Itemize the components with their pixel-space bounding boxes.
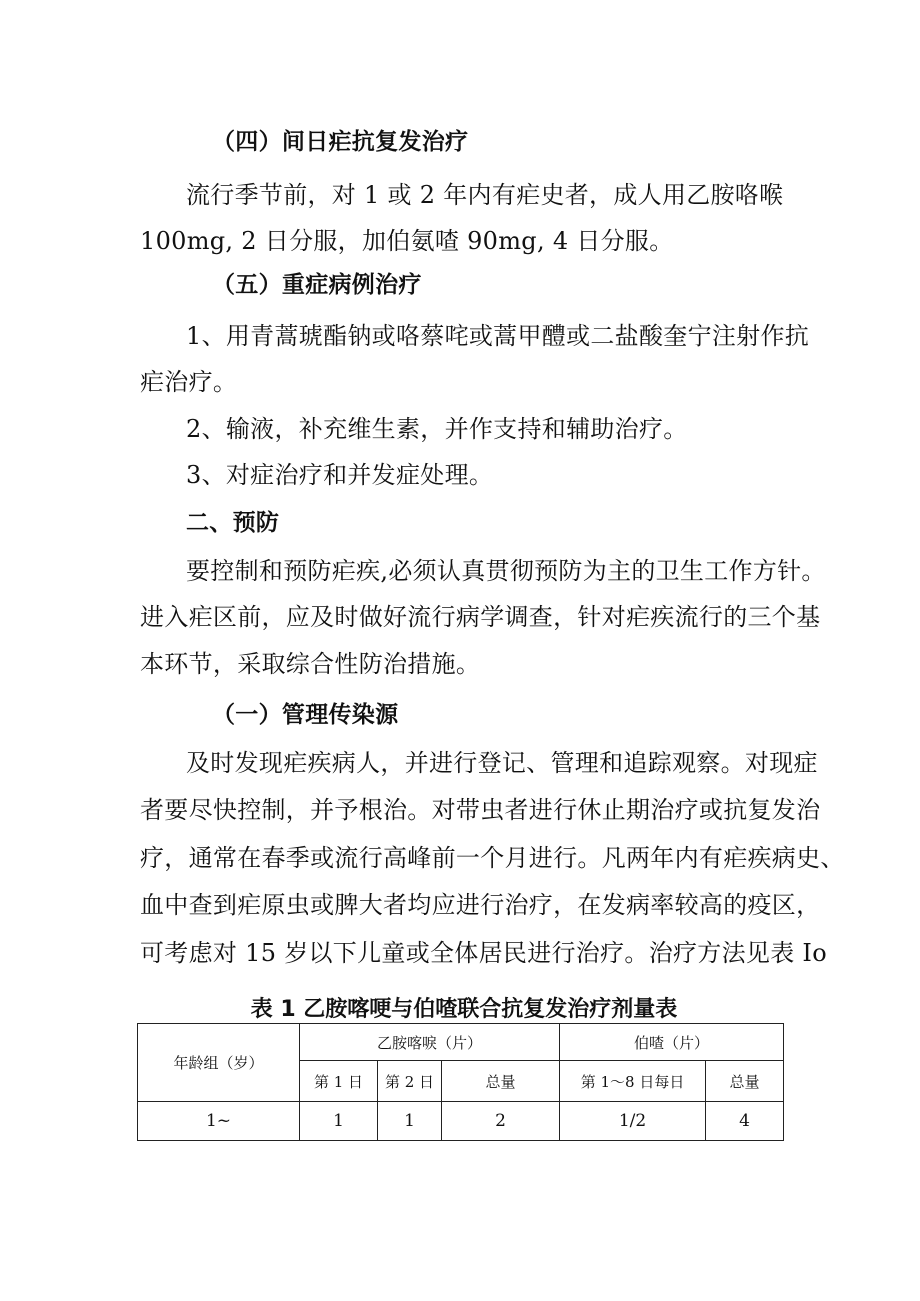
table-cell: 1 bbox=[300, 1102, 378, 1141]
table-caption: 表 1 乙胺喀哽与伯喳联合抗复发治疗剂量表 bbox=[250, 997, 678, 1022]
table-cell: 1~ bbox=[138, 1102, 300, 1141]
drug1-header: 乙胺喀唳（片） bbox=[300, 1024, 560, 1061]
paragraph-line: 血中查到疟原虫或脾大者均应进行治疗，在发病率较高的疫区， bbox=[140, 891, 821, 919]
table-header-row bbox=[138, 1024, 784, 1061]
table-cell: 4 bbox=[706, 1102, 784, 1141]
table-row bbox=[138, 1102, 784, 1141]
paragraph-line: 者要尽快控制，并予根治。对带虫者进行休止期治疗或抗复发治 bbox=[140, 796, 821, 824]
age-group-header: 年龄组（岁） bbox=[138, 1024, 300, 1102]
heading-section-five: （五）重症病例治疗 bbox=[212, 272, 422, 298]
paragraph-line: 本环节，采取综合性防治措施。 bbox=[140, 650, 481, 678]
subheader-day2: 第 2 日 bbox=[378, 1061, 442, 1102]
heading-section-four: （四）间日疟抗复发治疗 bbox=[212, 129, 469, 155]
paragraph-line: 2、输液，补充维生素，并作支持和辅助治疗。 bbox=[186, 415, 688, 443]
table-cell: 1 bbox=[378, 1102, 442, 1141]
drug2-header: 伯喳（片） bbox=[560, 1024, 784, 1061]
dosage-table bbox=[137, 1023, 784, 1141]
paragraph-line: 可考虑对 15 岁以下儿童或全体居民进行治疗。治疗方法见表 Io bbox=[140, 939, 827, 967]
subheader-day1: 第 1 日 bbox=[300, 1061, 378, 1102]
paragraph-line: 疟治疗。 bbox=[140, 368, 238, 396]
paragraph-line: 疗，通常在春季或流行高峰前一个月进行。凡两年内有疟疾病史、 bbox=[140, 844, 845, 872]
paragraph-line: 流行季节前，对 1 或 2 年内有疟史者，成人用乙胺咯喉 bbox=[186, 181, 784, 209]
subheader-total: 总量 bbox=[706, 1061, 784, 1102]
paragraph-line: 3、对症治疗和并发症处理。 bbox=[186, 461, 494, 489]
heading-section-one: （一）管理传染源 bbox=[212, 702, 399, 728]
paragraph-line: 100mg, 2 日分服，加伯氨喳 90mg, 4 日分服。 bbox=[140, 227, 674, 255]
table-cell: 1/2 bbox=[560, 1102, 706, 1141]
paragraph-line: 1、用青蒿琥酯钠或咯蔡咤或蒿甲醴或二盐酸奎宁注射作抗 bbox=[186, 322, 810, 350]
paragraph-line: 要控制和预防疟疾,必须认真贯彻预防为主的卫生工作方针。 bbox=[186, 557, 826, 585]
heading-prevention: 二、预防 bbox=[186, 510, 280, 536]
table-cell: 2 bbox=[442, 1102, 560, 1141]
paragraph-line: 进入疟区前，应及时做好流行病学调查，针对疟疾流行的三个基 bbox=[140, 603, 821, 631]
paragraph-line: 及时发现疟疾病人，并进行登记、管理和追踪观察。对现症 bbox=[186, 749, 818, 777]
subheader-total: 总量 bbox=[442, 1061, 560, 1102]
subheader-day1-8: 第 1～8 日每日 bbox=[560, 1061, 706, 1102]
